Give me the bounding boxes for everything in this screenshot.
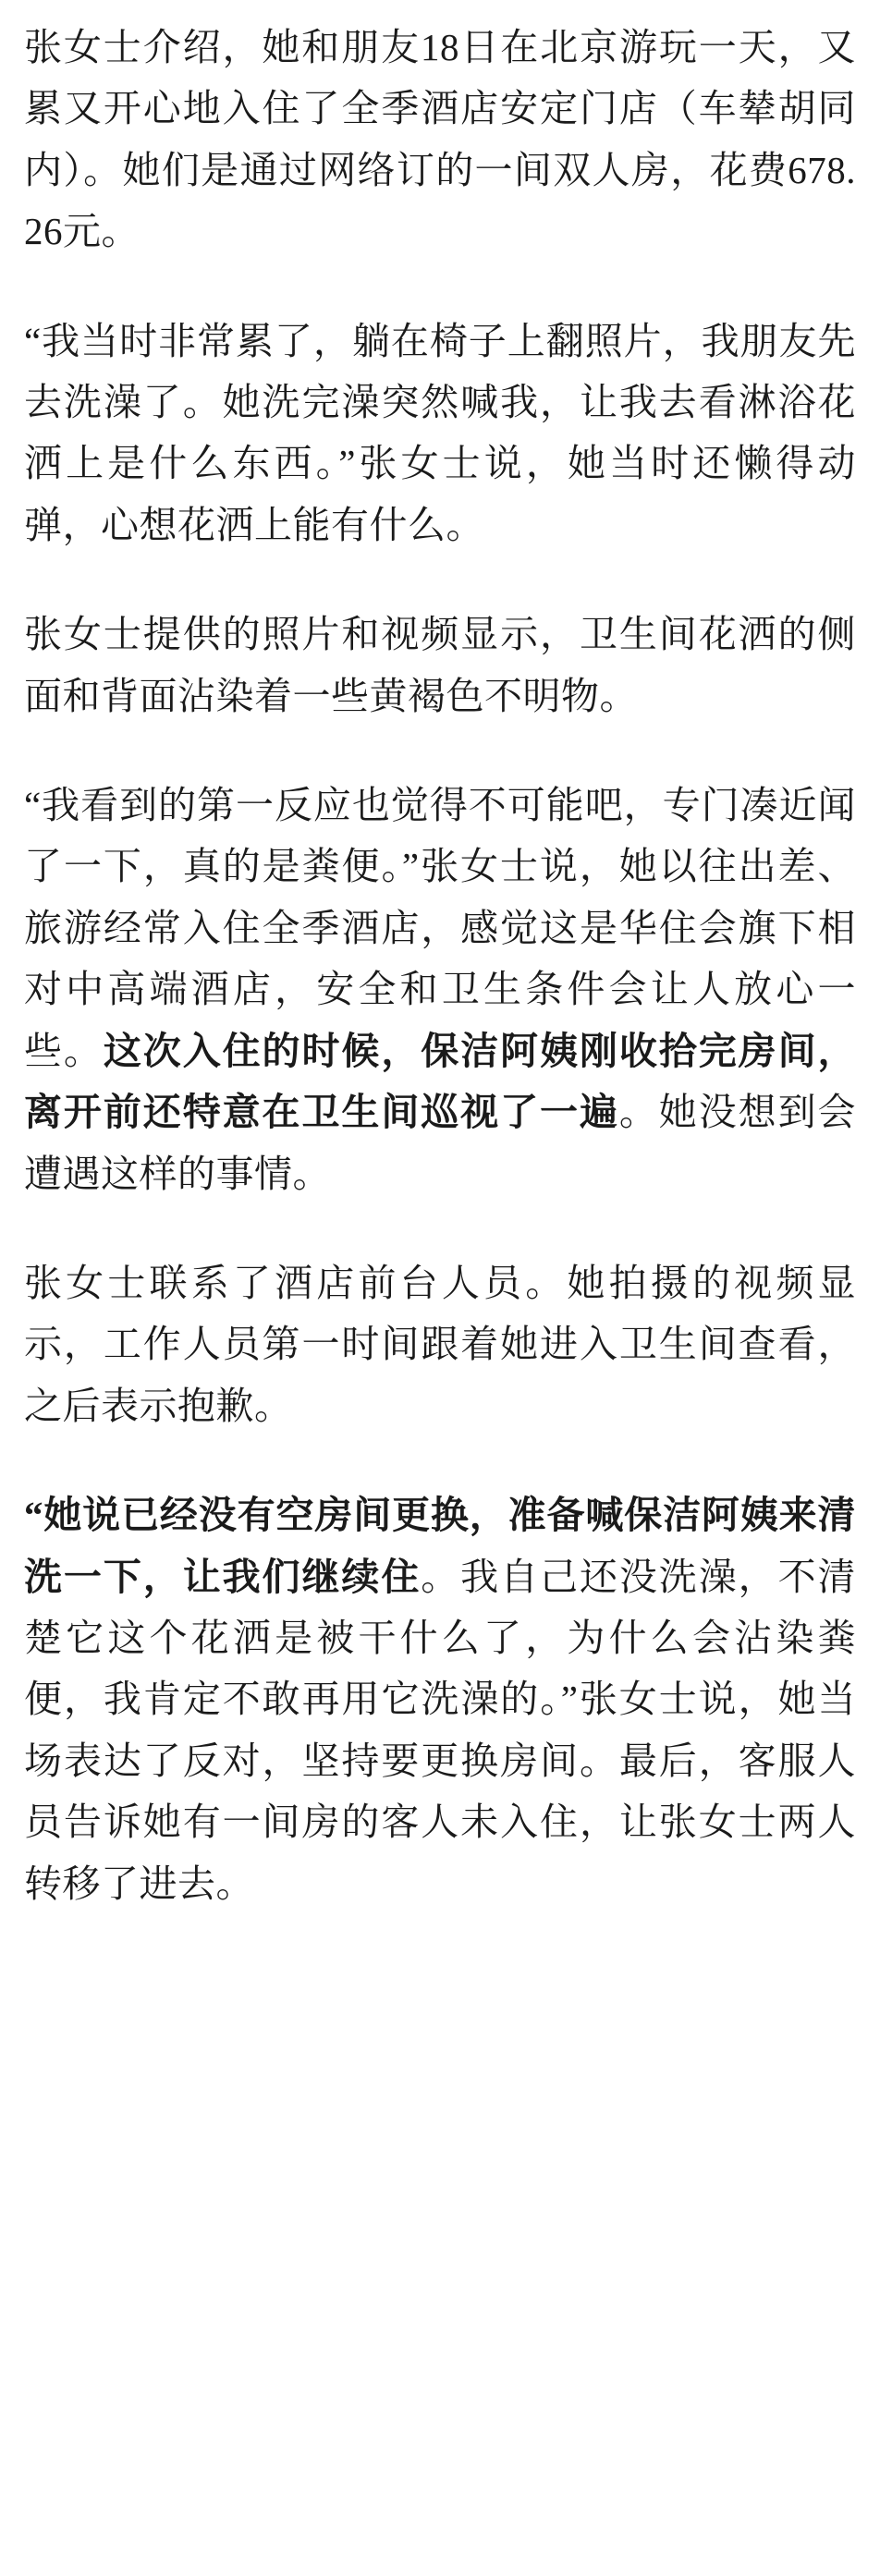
article-paragraph [24,311,856,556]
emphasized-text: 这次入住的时候，保洁阿姨刚收拾完房间，离开前还特意在卫生间巡视了一遍 [24,1029,857,1134]
article-paragraph [24,604,856,726]
emphasized-text: “她说已经没有空房间更换，准备喊保洁阿姨来清洗一下，让我们继续住 [24,1494,856,1598]
body-text: 张女士提供的照片和视频显示，卫生间花洒的侧面和背面沾染着一些黄褐色不明物。 [24,613,856,717]
body-text: 。我自己还没洗澡，不清楚它这个花洒是被干什么了，为什么会沾染粪便，我肯定不敢再用它洗澡的。”张女士说，她当场表达了反对，坚持要更换房间。最后，客服人员告诉她有一间房的客人未入住，让张女士两人转移了进去。 [24,1555,856,1905]
body-text: 张女士介绍，她和朋友18日在北京游玩一天，又累又开心地入住了全季酒店安定门店（车辇胡同内）。她们是通过网络订的一间双人房，花费678.26元。 [24,26,856,253]
article-paragraph [24,1252,856,1436]
article-paragraph [24,17,856,262]
body-text: 张女士联系了酒店前台人员。她拍摄的视频显示，工作人员第一时间跟着她进入卫生间查看，之后表示抱歉。 [24,1261,856,1427]
body-text: “我看到的第一反应也觉得不可能吧，专门凑近闻了一下，真的是粪便。”张女士说，她以往出差、旅游经常入住全季酒店，感觉这是华住会旗下相对中高端酒店，安全和卫生条件会让人放心一些。 [24,784,856,1072]
article-paragraph [24,775,856,1204]
body-text: 。她没想到会遭遇这样的事情。 [24,1091,856,1195]
body-text: “我当时非常累了，躺在椅子上翻照片，我朋友先去洗澡了。她洗完澡突然喊我，让我去看淋浴花洒上是什么东西。”张女士说，她当时还懒得动弹，心想花洒上能有什么。 [24,319,856,546]
article-paragraph [24,1484,856,1914]
